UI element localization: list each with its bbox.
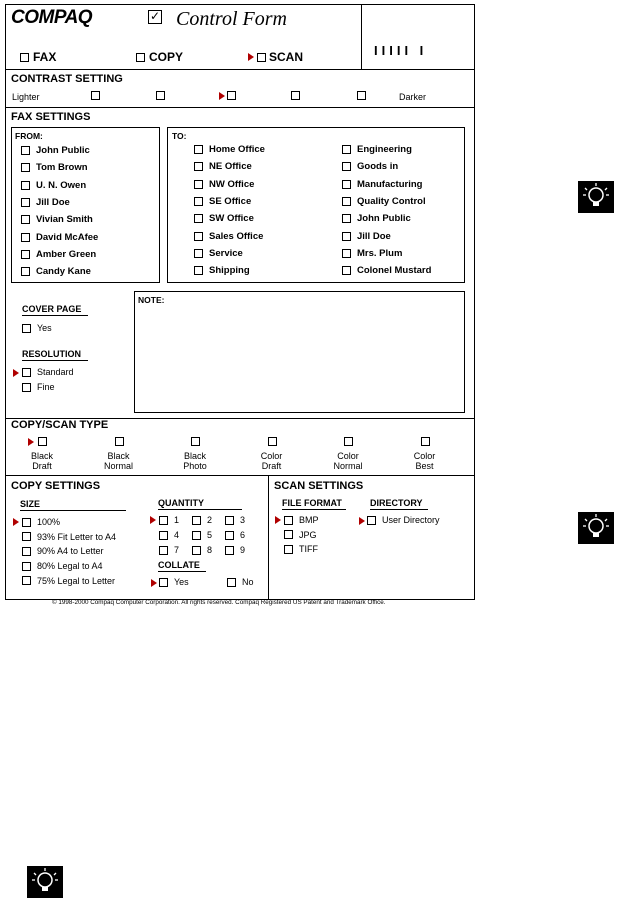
from-item[interactable]: David McAfee <box>21 232 98 243</box>
contrast-checkbox-3[interactable] <box>227 91 236 100</box>
collate-label: COLLATE <box>158 560 206 572</box>
directory-option[interactable]: User Directory <box>367 515 440 525</box>
quantity-option[interactable]: 1 <box>159 515 179 525</box>
contrast-darker: Darker <box>399 92 427 102</box>
to-item-checkbox[interactable] <box>194 232 203 241</box>
file-format-label: FILE FORMAT <box>282 498 346 510</box>
note-box[interactable] <box>134 291 465 413</box>
from-item[interactable]: Tom Brown <box>21 162 88 173</box>
quantity-option-checkbox[interactable] <box>159 531 168 540</box>
size-option-checkbox[interactable] <box>22 532 31 541</box>
from-item-checkbox[interactable] <box>21 163 30 172</box>
cover-yes-checkbox[interactable] <box>22 324 31 333</box>
pointer-arrow-icon <box>13 518 19 526</box>
quantity-option[interactable]: 3 <box>225 515 245 525</box>
control-form <box>5 4 475 600</box>
quantity-label: QUANTITY <box>158 498 242 510</box>
from-item[interactable]: Jill Doe <box>21 197 70 208</box>
quantity-option[interactable]: 8 <box>192 545 212 555</box>
pointer-arrow-icon <box>28 438 34 446</box>
from-item-checkbox[interactable] <box>21 267 30 276</box>
format-option-checkbox[interactable] <box>284 516 293 525</box>
mode-copy[interactable]: COPY <box>136 50 183 64</box>
copyscan-type-label: Black Photo <box>183 451 207 471</box>
copyscan-type-label: Color Draft <box>260 451 283 471</box>
copyscan-type-label: Color Best <box>413 451 436 471</box>
to-item-checkbox[interactable] <box>342 266 351 275</box>
contrast-checkbox-5[interactable] <box>357 91 366 100</box>
from-item-checkbox[interactable] <box>21 146 30 155</box>
directory-label: DIRECTORY <box>370 498 428 510</box>
to-item[interactable]: Engineering <box>342 144 412 155</box>
quantity-option[interactable]: 5 <box>192 530 212 540</box>
contrast-checkbox-4[interactable] <box>291 91 300 100</box>
quantity-option-checkbox[interactable] <box>159 516 168 525</box>
size-option[interactable]: 80% Legal to A4 <box>22 561 103 571</box>
contrast-title: CONTRAST SETTING <box>11 73 123 85</box>
format-option-checkbox[interactable] <box>284 545 293 554</box>
collate-no-checkbox[interactable] <box>227 578 236 587</box>
to-item[interactable]: Sales Office <box>194 231 263 242</box>
from-item[interactable]: Amber Green <box>21 249 96 260</box>
from-box <box>11 127 160 283</box>
to-item-checkbox[interactable] <box>194 162 203 171</box>
copyscan-type-checkbox[interactable] <box>38 437 47 446</box>
lightbulb-icon <box>578 512 614 544</box>
size-label: SIZE <box>20 499 126 511</box>
quantity-option-checkbox[interactable] <box>225 546 234 555</box>
to-item[interactable]: NW Office <box>194 179 254 190</box>
size-option[interactable]: 93% Fit Letter to A4 <box>22 532 116 542</box>
lightbulb-icon <box>578 181 614 213</box>
to-item[interactable]: Shipping <box>194 265 250 276</box>
from-item-checkbox[interactable] <box>21 181 30 190</box>
copyscan-type-checkbox[interactable] <box>421 437 430 446</box>
resolution-label: RESOLUTION <box>22 349 88 361</box>
to-item[interactable]: Home Office <box>194 144 265 155</box>
from-label: FROM: <box>15 131 43 141</box>
to-item[interactable]: NE Office <box>194 161 252 172</box>
to-item[interactable]: Service <box>194 248 243 259</box>
quantity-option-checkbox[interactable] <box>159 546 168 555</box>
pointer-arrow-icon <box>151 579 157 587</box>
to-item[interactable]: Mrs. Plum <box>342 248 402 259</box>
size-option-checkbox[interactable] <box>22 562 31 571</box>
res-standard-option[interactable]: Standard <box>22 367 74 377</box>
size-option[interactable]: 100% <box>22 517 60 527</box>
copy-settings-title: COPY SETTINGS <box>11 480 101 492</box>
to-item-checkbox[interactable] <box>342 249 351 258</box>
size-option[interactable]: 90% A4 to Letter <box>22 546 104 556</box>
to-item[interactable]: Colonel Mustard <box>342 265 431 276</box>
pointer-arrow-icon <box>13 369 19 377</box>
copyscan-title: COPY/SCAN TYPE <box>11 419 109 431</box>
copyscan-type-label: Black Normal <box>103 451 133 471</box>
to-label: TO: <box>172 131 187 141</box>
copyright-footer: © 1998-2000 Compaq Computer Corporation. All rights reserved. Compaq Registered US Patent and Trademark Office. <box>52 599 386 606</box>
to-item-checkbox[interactable] <box>194 266 203 275</box>
copyscan-type-checkbox[interactable] <box>268 437 277 446</box>
from-item[interactable]: Vivian Smith <box>21 214 93 225</box>
copyscan-type-checkbox[interactable] <box>115 437 124 446</box>
cover-yes-option[interactable]: Yes <box>22 323 52 333</box>
form-title: Control Form <box>176 8 287 30</box>
to-item[interactable]: SW Office <box>194 213 254 224</box>
copyscan-type-label: Color Normal <box>333 451 363 471</box>
format-option[interactable]: TIFF <box>284 544 318 554</box>
to-item[interactable]: Goods in <box>342 161 398 172</box>
copyscan-type-checkbox[interactable] <box>344 437 353 446</box>
from-item-checkbox[interactable] <box>21 250 30 259</box>
form-title-checkbox[interactable]: ✓ <box>149 9 161 23</box>
res-standard-checkbox[interactable] <box>22 368 31 377</box>
to-item-checkbox[interactable] <box>194 180 203 189</box>
pointer-arrow-icon <box>248 53 254 61</box>
quantity-option-checkbox[interactable] <box>192 531 201 540</box>
quantity-option-checkbox[interactable] <box>192 516 201 525</box>
to-item-checkbox[interactable] <box>342 162 351 171</box>
note-label: NOTE: <box>138 295 165 305</box>
size-option-checkbox[interactable] <box>22 518 31 527</box>
to-item[interactable]: Quality Control <box>342 196 426 207</box>
from-item[interactable]: U. N. Owen <box>21 180 86 191</box>
scan-settings-title: SCAN SETTINGS <box>274 480 364 492</box>
format-option-checkbox[interactable] <box>284 530 293 539</box>
cover-page-label: COVER PAGE <box>22 304 88 316</box>
mode-fax[interactable]: FAX <box>20 50 56 64</box>
to-item-checkbox[interactable] <box>342 232 351 241</box>
mode-scan[interactable]: SCAN <box>248 50 303 64</box>
compaq-logo: COMPAQ <box>11 7 93 28</box>
from-item-checkbox[interactable] <box>21 198 30 207</box>
to-item[interactable]: Manufacturing <box>342 179 422 190</box>
scan-checkbox[interactable] <box>257 53 266 62</box>
quantity-option[interactable]: 9 <box>225 545 245 555</box>
to-item-checkbox[interactable] <box>342 180 351 189</box>
pointer-arrow-icon <box>275 516 281 524</box>
barcode: IIIII I <box>374 43 428 58</box>
to-item-checkbox[interactable] <box>194 214 203 223</box>
pointer-arrow-icon <box>359 517 365 525</box>
format-option[interactable]: JPG <box>284 530 317 540</box>
res-fine-checkbox[interactable] <box>22 383 31 392</box>
copyscan-type-label: Black Draft <box>30 451 53 471</box>
quantity-option[interactable]: 7 <box>159 545 179 555</box>
collate-yes-checkbox[interactable] <box>159 578 168 587</box>
contrast-lighter: Lighter <box>12 92 40 102</box>
quantity-option-checkbox[interactable] <box>192 546 201 555</box>
pointer-arrow-icon <box>150 516 156 524</box>
copyscan-type-checkbox[interactable] <box>191 437 200 446</box>
quantity-option-checkbox[interactable] <box>225 516 234 525</box>
quantity-option[interactable]: 4 <box>159 530 179 540</box>
res-fine-option[interactable]: Fine <box>22 382 55 392</box>
from-item-checkbox[interactable] <box>21 233 30 242</box>
to-item[interactable]: Jill Doe <box>342 231 391 242</box>
quantity-option[interactable]: 6 <box>225 530 245 540</box>
quantity-option-checkbox[interactable] <box>225 531 234 540</box>
size-option[interactable]: 75% Legal to Letter <box>22 576 115 586</box>
contrast-checkbox-1[interactable] <box>91 91 100 100</box>
to-item-checkbox[interactable] <box>342 145 351 154</box>
fax-checkbox[interactable] <box>20 53 29 62</box>
directory-checkbox[interactable] <box>367 516 376 525</box>
to-box <box>167 127 465 283</box>
collate-yes-option[interactable]: Yes <box>159 577 189 587</box>
from-item-checkbox[interactable] <box>21 215 30 224</box>
fax-title: FAX SETTINGS <box>11 111 91 123</box>
collate-no-option[interactable]: No <box>227 577 254 587</box>
size-option-checkbox[interactable] <box>22 547 31 556</box>
lightbulb-icon <box>27 866 63 898</box>
size-option-checkbox[interactable] <box>22 576 31 585</box>
to-item-checkbox[interactable] <box>342 197 351 206</box>
to-item-checkbox[interactable] <box>194 249 203 258</box>
quantity-option[interactable]: 2 <box>192 515 212 525</box>
to-item[interactable]: John Public <box>342 213 411 224</box>
pointer-arrow-icon <box>219 92 225 100</box>
copy-checkbox[interactable] <box>136 53 145 62</box>
format-option[interactable]: BMP <box>284 515 319 525</box>
to-item-checkbox[interactable] <box>194 145 203 154</box>
to-item-checkbox[interactable] <box>342 214 351 223</box>
to-item[interactable]: SE Office <box>194 196 251 207</box>
from-item[interactable]: John Public <box>21 145 90 156</box>
from-item[interactable]: Candy Kane <box>21 266 91 277</box>
to-item-checkbox[interactable] <box>194 197 203 206</box>
contrast-checkbox-2[interactable] <box>156 91 165 100</box>
